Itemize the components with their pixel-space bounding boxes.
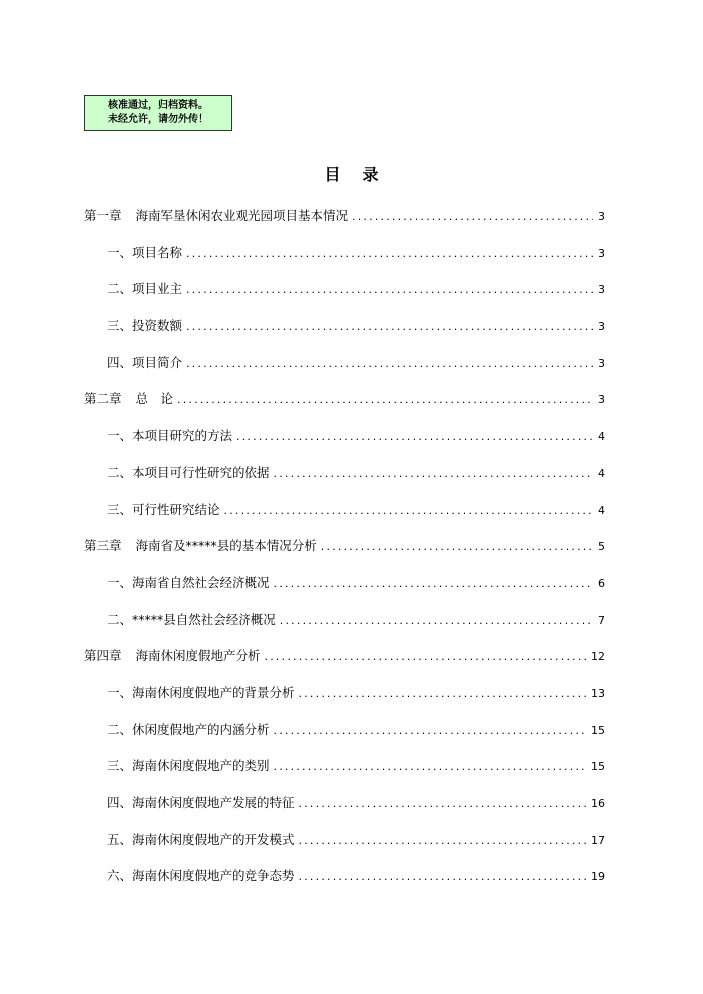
toc-page-number: 3 — [598, 320, 605, 334]
toc-leader — [224, 501, 593, 521]
toc-number: 一、 — [107, 684, 133, 700]
toc-text: 海南休闲度假地产的竞争态势 — [132, 868, 295, 884]
toc-leader — [274, 721, 587, 741]
toc-leader — [177, 390, 593, 410]
toc-leader — [352, 207, 593, 227]
toc-number: 二、 — [107, 464, 133, 480]
toc-number: 第三章 — [84, 538, 122, 554]
stamp-line-1: 核准通过，归档资料。 — [108, 100, 208, 111]
toc-text: 海南省自然社会经济概况 — [132, 574, 270, 590]
toc-leader — [280, 611, 593, 631]
toc-page-number: 19 — [591, 870, 605, 884]
toc-entry[interactable] — [84, 463, 605, 500]
toc-entry[interactable] — [84, 426, 605, 463]
toc-page-number: 3 — [598, 246, 605, 260]
toc-text: 海南休闲度假地产的背景分析 — [132, 684, 295, 700]
toc-text: 海南休闲度假地产发展的特征 — [132, 795, 295, 810]
toc-number: 第四章 — [84, 648, 122, 664]
toc-page-number: 5 — [598, 540, 605, 554]
toc-page-number: 17 — [591, 833, 605, 847]
toc-page-number: 16 — [591, 797, 605, 810]
toc-text: 可行性研究结论 — [132, 501, 220, 517]
toc-entry[interactable] — [84, 830, 605, 867]
toc-entry[interactable] — [84, 279, 605, 316]
toc-page-number: 4 — [598, 503, 605, 517]
toc-number: 三、 — [107, 501, 133, 517]
toc-leader — [274, 574, 593, 594]
toc-number: 第一章 — [84, 208, 122, 223]
toc-number: 四、 — [107, 354, 133, 370]
toc-number: 五、 — [107, 831, 133, 847]
toc-text: 项目业主 — [132, 281, 183, 297]
toc-page-number: 15 — [591, 760, 605, 774]
toc-number: 四、 — [107, 795, 133, 810]
toc-number: 三、 — [107, 318, 133, 334]
toc-number: 二、 — [107, 281, 133, 297]
toc-text: 海南休闲度假地产分析 — [135, 648, 261, 664]
toc-page-number: 3 — [598, 393, 605, 407]
toc-leader — [299, 867, 587, 887]
toc-leader — [299, 831, 587, 851]
toc-text: 项目简介 — [132, 354, 183, 370]
toc-text: 休闲度假地产的内涵分析 — [132, 721, 270, 737]
toc-text: 海南军垦休闲农业观光园项目基本情况 — [135, 208, 349, 223]
toc-leader — [265, 647, 587, 667]
toc-text: 海南休闲度假地产的开发模式 — [132, 831, 295, 847]
toc-page-number: 7 — [598, 613, 605, 627]
toc-leader — [299, 684, 587, 704]
toc-text: 投资数额 — [132, 318, 183, 334]
toc-number: 第二章 — [84, 391, 122, 407]
toc-leader — [299, 794, 587, 814]
toc-leader — [186, 354, 593, 374]
toc-page-number: 3 — [598, 356, 605, 370]
toc-page-number: 12 — [591, 650, 605, 664]
toc-entry[interactable] — [84, 316, 605, 353]
toc-text: 海南休闲度假地产的类别 — [132, 758, 270, 774]
page-title: 目录 — [324, 165, 401, 184]
toc-leader — [274, 757, 587, 777]
toc-page-number: 6 — [598, 576, 605, 590]
toc-entry[interactable] — [84, 683, 605, 720]
toc-text: 项目名称 — [132, 244, 183, 260]
toc-text: *****县自然社会经济概况 — [132, 611, 276, 627]
toc-entry[interactable] — [84, 866, 605, 903]
toc-number: 二、 — [107, 611, 133, 627]
toc-leader — [321, 537, 593, 557]
toc-number: 一、 — [107, 428, 133, 444]
toc-number: 二、 — [107, 721, 133, 737]
toc-entry[interactable] — [84, 243, 605, 280]
toc-page-number: 13 — [591, 686, 605, 700]
toc-text: 本项目研究的方法 — [132, 428, 233, 444]
toc-entry[interactable] — [84, 793, 605, 830]
toc-leader — [274, 464, 593, 484]
toc-page-number: 3 — [598, 283, 605, 297]
toc-page-number: 3 — [598, 210, 605, 223]
toc-page-number: 4 — [598, 466, 605, 480]
toc-entry[interactable] — [84, 720, 605, 757]
toc-number: 一、 — [107, 574, 133, 590]
table-of-contents — [84, 206, 605, 903]
toc-entry[interactable] — [84, 610, 605, 647]
toc-leader — [236, 427, 593, 447]
toc-entry[interactable] — [84, 500, 605, 537]
toc-leader — [186, 280, 593, 300]
toc-entry[interactable] — [84, 536, 605, 573]
toc-leader — [186, 317, 593, 337]
toc-entry[interactable] — [84, 646, 605, 683]
toc-leader — [186, 244, 593, 264]
toc-text: 本项目可行性研究的依据 — [132, 464, 270, 480]
toc-entry[interactable] — [84, 756, 605, 793]
toc-entry[interactable] — [84, 573, 605, 610]
toc-entry[interactable] — [84, 389, 605, 426]
toc-entry[interactable] — [84, 353, 605, 390]
toc-number: 一、 — [107, 244, 133, 260]
toc-entry[interactable] — [84, 206, 605, 243]
stamp-line-2: 未经允许，请勿外传！ — [108, 114, 208, 125]
toc-number: 三、 — [107, 758, 133, 774]
toc-page-number: 15 — [591, 723, 605, 737]
toc-number: 六、 — [107, 868, 133, 884]
toc-text: 海南省及*****县的基本情况分析 — [135, 538, 317, 554]
approval-stamp — [84, 95, 232, 131]
toc-page-number: 4 — [598, 430, 605, 444]
toc-text: 总 论 — [135, 391, 174, 407]
